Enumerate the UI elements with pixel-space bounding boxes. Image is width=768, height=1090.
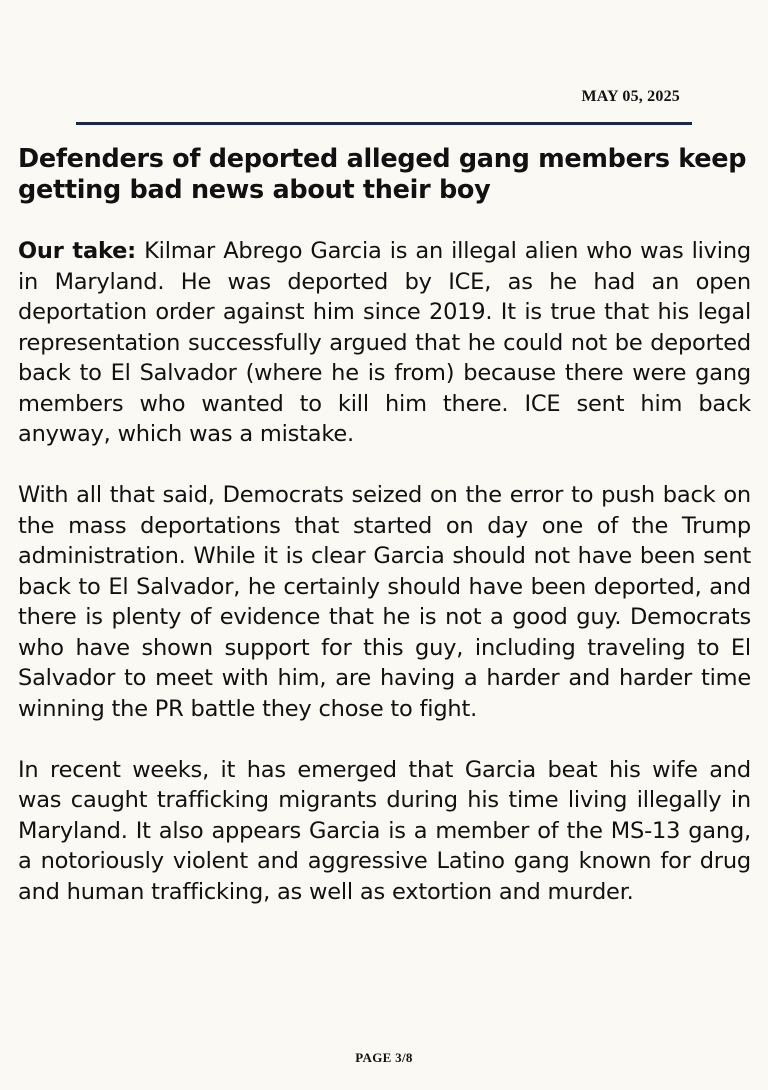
article-paragraph: With all that said, Democrats seized on the error to push back on the mass deportations that started on day one of the Trump administration. While it is clear Garcia should not have been sent back to El Salvador, he certainly should have been deported, and there is plenty of evidence that he is not a good guy. Democrats who have shown support for this guy, including traveling to El Salvador to meet with him, are having a harder and harder time winning the PR battle they chose to fight. (18, 482, 751, 722)
lead-label: Our take: (18, 238, 136, 264)
article-paragraph: In recent weeks, it has emerged that Garcia beat his wife and was caught trafficking migrants during his time living illegally in Maryland. It also appears Garcia is a member of the MS-13 gang, a notoriously violent and aggressive Latino gang known for drug and human trafficking, as well as extortion and murder. (18, 756, 751, 905)
article-headline: Defenders of deported alleged gang members keep getting bad news about their boy (18, 144, 747, 205)
paragraph-text: Kilmar Abrego Garcia is an illegal alien who was living in Maryland. He was deported by ICE, as he had an open deportation order against him since 2019. It is true that his legal representation successfully argued that he could not be deported back to El Salvador (where he is from) because there were gang members who wanted to kill him there. ICE sent him back anyway, which was a mistake. (18, 238, 751, 447)
article-paragraph (18, 236, 751, 450)
date-label: MAY 05, 2025 (581, 88, 680, 105)
header-divider (76, 122, 692, 125)
page-number: PAGE 3/8 (355, 1050, 413, 1065)
article-body (18, 236, 751, 938)
